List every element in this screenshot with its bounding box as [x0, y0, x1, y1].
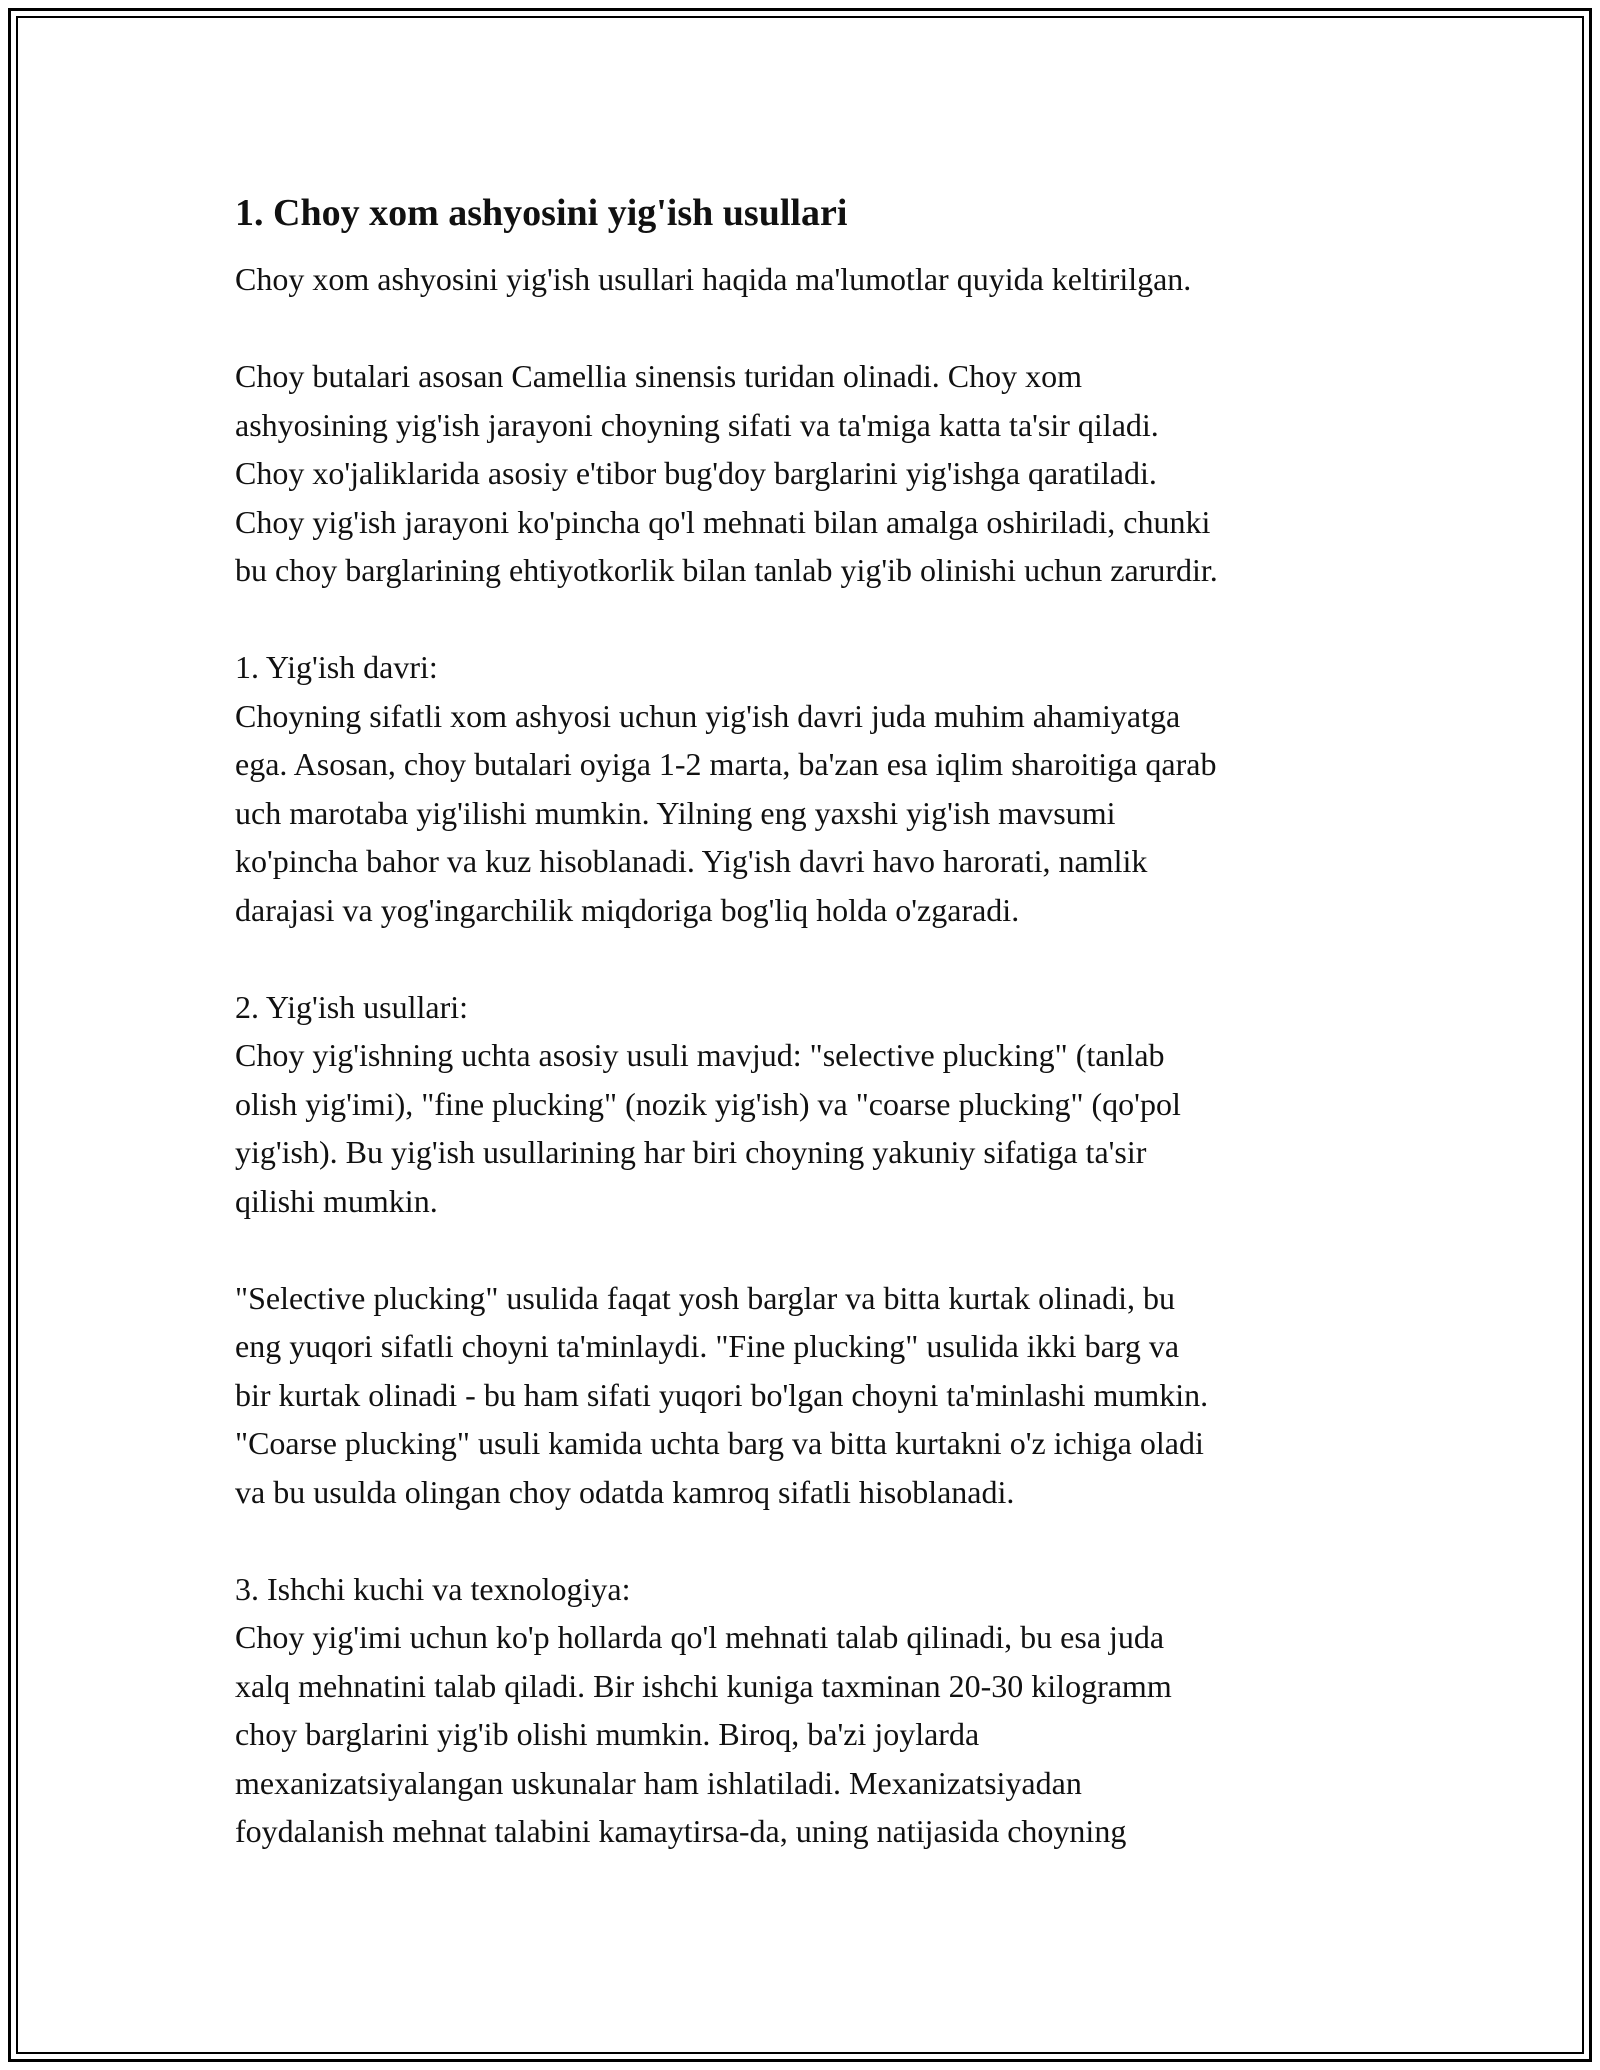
text-line: Choy butalari asosan Camellia sinensis turidan olinadi. Choy xom: [235, 358, 1082, 394]
text-line: yig'ish). Bu yig'ish usullarining har biri choyning yakuniy sifatiga ta'sir: [235, 1134, 1147, 1170]
text-line: Choy yig'ish jarayoni ko'pincha qo'l mehnati bilan amalga oshiriladi, chunki: [235, 503, 1211, 540]
text-line: bir kurtak olinadi - bu ham sifati yuqori bo'lgan choyni ta'minlashi mumkin.: [235, 1376, 1209, 1413]
text-line: 1. Yig'ish davri:: [235, 649, 438, 685]
text-line: va bu usulda olingan choy odatda kamroq sifatli hisoblanadi.: [235, 1473, 1015, 1510]
text-line: uch marotaba yig'ilishi mumkin. Yilning eng yaxshi yig'ish mavsumi: [235, 794, 1116, 831]
text-line: darajasi va yog'ingarchilik miqdoriga bog'liq holda o'zgaradi.: [235, 891, 1020, 928]
text-line: bu choy barglarining ehtiyotkorlik bilan tanlab yig'ib olinishi uchun zarurdir.: [235, 552, 1218, 588]
text-line: 2. Yig'ish usullari:: [235, 988, 469, 1025]
text-line: olish yig'imi), "fine plucking" (nozik yig'ish) va "coarse plucking" (qo'pol: [235, 1085, 1181, 1122]
blank-line: [235, 304, 1395, 353]
blank-line: [235, 1225, 1395, 1274]
blank-line: [235, 1516, 1395, 1565]
text-line: "Selective plucking" usulida faqat yosh barglar va bitta kurtak olinadi, bu: [235, 1279, 1175, 1316]
text-line: ko'pincha bahor va kuz hisoblanadi. Yig'ish davri havo harorati, namlik: [235, 843, 1148, 879]
text-line: Choy xom ashyosini yig'ish usullari haqida ma'lumotlar quyida keltirilgan.: [235, 261, 1192, 297]
text-line: Choy xo'jaliklarida asosiy e'tibor bug'doy barglarini yig'ishga qaratiladi.: [235, 455, 1157, 491]
text-line: "Coarse plucking" usuli kamida uchta barg va bitta kurtakni o'z ichiga oladi: [235, 1425, 1204, 1461]
text-line: choy barglarini yig'ib olishi mumkin. Biroq, ba'zi joylarda: [235, 1716, 980, 1752]
blank-line: [235, 595, 1395, 644]
text-line: Choyning sifatli xom ashyosi uchun yig'ish davri juda muhim ahamiyatga: [235, 697, 1181, 734]
document-title: 1. Choy xom ashyosini yig'ish usullari: [235, 192, 848, 234]
text-line: foydalanish mehnat talabini kamaytirsa-da, uning natijasida choyning: [235, 1813, 1127, 1849]
text-line: 3. Ishchi kuchi va texnologiya:: [235, 1570, 631, 1607]
document-body: [235, 185, 1395, 1856]
text-line: Choy yig'ishning uchta asosiy usuli mavjud: "selective plucking" (tanlab: [235, 1037, 1165, 1073]
text-line: ashyosining yig'ish jarayoni choyning sifati va ta'miga katta ta'sir qiladi.: [235, 406, 1159, 443]
blank-line: [235, 934, 1395, 983]
text-line: eng yuqori sifatli choyni ta'minlaydi. "Fine plucking" usulida ikki barg va: [235, 1328, 1180, 1364]
text-line: xalq mehnatini talab qiladi. Bir ishchi kuniga taxminan 20-30 kilogramm: [235, 1667, 1172, 1704]
text-line: Choy yig'imi uchun ko'p hollarda qo'l mehnati talab qilinadi, bu esa juda: [235, 1619, 1165, 1655]
document-text: [235, 255, 1395, 1856]
text-line: mexanizatsiyalangan uskunalar ham ishlatiladi. Mexanizatsiyadan: [235, 1764, 1082, 1801]
text-line: ega. Asosan, choy butalari oyiga 1-2 marta, ba'zan esa iqlim sharoitiga qarab: [235, 746, 1217, 782]
text-line: qilishi mumkin.: [235, 1182, 438, 1219]
